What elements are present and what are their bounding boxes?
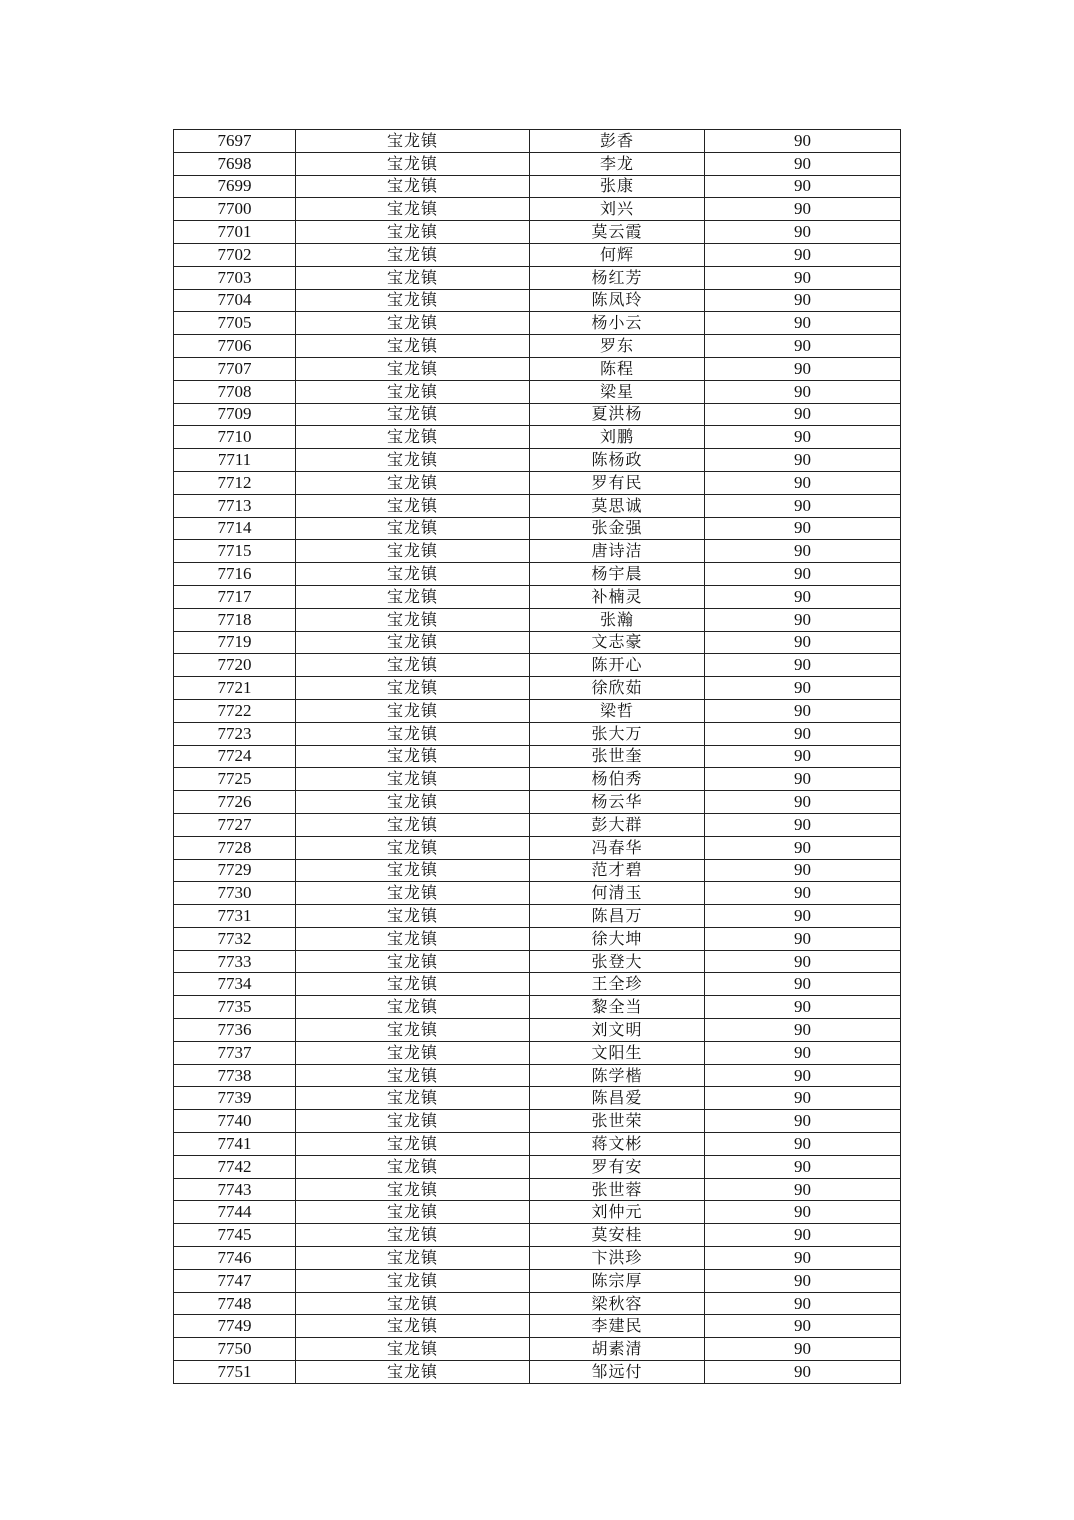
table-row [174,380,901,403]
cell-score: 90 [705,654,901,677]
table-row [174,654,901,677]
table-row [174,130,901,153]
cell-score: 90 [705,699,901,722]
cell-number: 7749 [174,1315,296,1338]
table-row [174,1224,901,1247]
cell-town: 宝龙镇 [296,927,530,950]
cell-score: 90 [705,677,901,700]
cell-name: 彭香 [530,130,705,153]
cell-score: 90 [705,130,901,153]
cell-name: 唐诗洁 [530,540,705,563]
table-row [174,699,901,722]
table-row [174,608,901,631]
cell-town: 宝龙镇 [296,585,530,608]
cell-score: 90 [705,905,901,928]
cell-number: 7702 [174,243,296,266]
cell-town: 宝龙镇 [296,768,530,791]
cell-name: 杨伯秀 [530,768,705,791]
cell-number: 7706 [174,335,296,358]
cell-number: 7741 [174,1133,296,1156]
cell-number: 7710 [174,426,296,449]
cell-town: 宝龙镇 [296,1178,530,1201]
cell-town: 宝龙镇 [296,1315,530,1338]
cell-score: 90 [705,1361,901,1384]
cell-number: 7737 [174,1041,296,1064]
cell-town: 宝龙镇 [296,836,530,859]
cell-number: 7699 [174,175,296,198]
table-row [174,836,901,859]
cell-name: 张登大 [530,950,705,973]
cell-score: 90 [705,608,901,631]
table-row [174,426,901,449]
cell-number: 7742 [174,1155,296,1178]
cell-town: 宝龙镇 [296,563,530,586]
table-row [174,1247,901,1270]
roster-table [173,129,901,1384]
cell-number: 7707 [174,357,296,380]
table-row [174,1361,901,1384]
cell-town: 宝龙镇 [296,631,530,654]
cell-town: 宝龙镇 [296,1201,530,1224]
cell-number: 7730 [174,882,296,905]
cell-score: 90 [705,357,901,380]
cell-score: 90 [705,380,901,403]
cell-town: 宝龙镇 [296,1133,530,1156]
cell-name: 陈昌万 [530,905,705,928]
cell-name: 莫安桂 [530,1224,705,1247]
table-row [174,198,901,221]
table-row [174,471,901,494]
cell-score: 90 [705,471,901,494]
cell-score: 90 [705,859,901,882]
cell-number: 7729 [174,859,296,882]
cell-name: 彭大群 [530,813,705,836]
cell-number: 7747 [174,1269,296,1292]
cell-town: 宝龙镇 [296,905,530,928]
cell-number: 7712 [174,471,296,494]
cell-town: 宝龙镇 [296,221,530,244]
cell-name: 何辉 [530,243,705,266]
cell-town: 宝龙镇 [296,312,530,335]
cell-number: 7700 [174,198,296,221]
table-row [174,585,901,608]
cell-score: 90 [705,813,901,836]
table-row [174,449,901,472]
cell-score: 90 [705,791,901,814]
cell-number: 7728 [174,836,296,859]
cell-name: 张金强 [530,517,705,540]
cell-score: 90 [705,243,901,266]
cell-town: 宝龙镇 [296,426,530,449]
cell-town: 宝龙镇 [296,1110,530,1133]
cell-number: 7715 [174,540,296,563]
table-row [174,312,901,335]
cell-town: 宝龙镇 [296,1269,530,1292]
cell-number: 7704 [174,289,296,312]
cell-town: 宝龙镇 [296,130,530,153]
cell-score: 90 [705,494,901,517]
cell-name: 范才碧 [530,859,705,882]
cell-name: 梁星 [530,380,705,403]
cell-town: 宝龙镇 [296,449,530,472]
cell-score: 90 [705,1155,901,1178]
cell-name: 罗有民 [530,471,705,494]
cell-town: 宝龙镇 [296,266,530,289]
cell-name: 杨宇晨 [530,563,705,586]
cell-number: 7744 [174,1201,296,1224]
cell-town: 宝龙镇 [296,1019,530,1042]
cell-name: 刘鹏 [530,426,705,449]
cell-town: 宝龙镇 [296,973,530,996]
cell-name: 何清玉 [530,882,705,905]
cell-name: 王全珍 [530,973,705,996]
cell-number: 7701 [174,221,296,244]
cell-number: 7714 [174,517,296,540]
cell-number: 7718 [174,608,296,631]
cell-number: 7698 [174,152,296,175]
table-row [174,1201,901,1224]
cell-number: 7727 [174,813,296,836]
table-row [174,1315,901,1338]
cell-score: 90 [705,312,901,335]
table-row [174,1019,901,1042]
cell-number: 7748 [174,1292,296,1315]
cell-number: 7708 [174,380,296,403]
cell-name: 杨小云 [530,312,705,335]
cell-number: 7713 [174,494,296,517]
cell-number: 7739 [174,1087,296,1110]
cell-number: 7721 [174,677,296,700]
cell-score: 90 [705,289,901,312]
cell-name: 张世蓉 [530,1178,705,1201]
cell-town: 宝龙镇 [296,608,530,631]
cell-score: 90 [705,585,901,608]
cell-name: 李龙 [530,152,705,175]
cell-score: 90 [705,1224,901,1247]
table-row [174,813,901,836]
cell-number: 7726 [174,791,296,814]
cell-number: 7736 [174,1019,296,1042]
cell-score: 90 [705,221,901,244]
cell-town: 宝龙镇 [296,494,530,517]
cell-name: 陈学楷 [530,1064,705,1087]
table-row [174,289,901,312]
table-row [174,1087,901,1110]
cell-town: 宝龙镇 [296,335,530,358]
cell-name: 刘仲元 [530,1201,705,1224]
cell-name: 张康 [530,175,705,198]
cell-name: 文志豪 [530,631,705,654]
cell-score: 90 [705,768,901,791]
cell-score: 90 [705,517,901,540]
table-row [174,905,901,928]
cell-name: 杨红芳 [530,266,705,289]
table-row [174,791,901,814]
cell-score: 90 [705,426,901,449]
cell-score: 90 [705,403,901,426]
cell-town: 宝龙镇 [296,403,530,426]
cell-town: 宝龙镇 [296,1087,530,1110]
cell-town: 宝龙镇 [296,859,530,882]
table-row [174,1269,901,1292]
cell-score: 90 [705,449,901,472]
cell-name: 补楠灵 [530,585,705,608]
cell-name: 莫云霞 [530,221,705,244]
cell-name: 罗有安 [530,1155,705,1178]
cell-score: 90 [705,722,901,745]
cell-name: 罗东 [530,335,705,358]
cell-name: 刘文明 [530,1019,705,1042]
cell-score: 90 [705,973,901,996]
cell-score: 90 [705,745,901,768]
cell-score: 90 [705,335,901,358]
table-row [174,1041,901,1064]
cell-name: 冯春华 [530,836,705,859]
cell-number: 7719 [174,631,296,654]
table-row [174,517,901,540]
cell-number: 7735 [174,996,296,1019]
cell-name: 文阳生 [530,1041,705,1064]
table-row [174,745,901,768]
cell-number: 7717 [174,585,296,608]
table-row [174,175,901,198]
cell-name: 陈宗厚 [530,1269,705,1292]
cell-name: 黎全当 [530,996,705,1019]
cell-score: 90 [705,1269,901,1292]
table-row [174,859,901,882]
cell-name: 卞洪珍 [530,1247,705,1270]
cell-name: 张大万 [530,722,705,745]
cell-number: 7709 [174,403,296,426]
cell-score: 90 [705,152,901,175]
cell-score: 90 [705,540,901,563]
cell-town: 宝龙镇 [296,791,530,814]
table-row [174,403,901,426]
cell-name: 徐大坤 [530,927,705,950]
cell-town: 宝龙镇 [296,540,530,563]
cell-number: 7750 [174,1338,296,1361]
table-row [174,266,901,289]
table-row [174,335,901,358]
cell-town: 宝龙镇 [296,357,530,380]
table-row [174,1133,901,1156]
cell-score: 90 [705,563,901,586]
table-row [174,243,901,266]
table-row [174,882,901,905]
cell-score: 90 [705,1087,901,1110]
table-row [174,927,901,950]
cell-score: 90 [705,1110,901,1133]
cell-score: 90 [705,927,901,950]
cell-number: 7720 [174,654,296,677]
cell-score: 90 [705,1247,901,1270]
cell-town: 宝龙镇 [296,1247,530,1270]
cell-number: 7716 [174,563,296,586]
cell-town: 宝龙镇 [296,471,530,494]
cell-score: 90 [705,1019,901,1042]
table-row [174,152,901,175]
cell-town: 宝龙镇 [296,745,530,768]
table-row [174,221,901,244]
cell-name: 徐欣茹 [530,677,705,700]
table-row [174,494,901,517]
cell-name: 陈程 [530,357,705,380]
cell-number: 7723 [174,722,296,745]
cell-name: 刘兴 [530,198,705,221]
cell-town: 宝龙镇 [296,380,530,403]
cell-score: 90 [705,631,901,654]
cell-number: 7703 [174,266,296,289]
cell-number: 7705 [174,312,296,335]
cell-town: 宝龙镇 [296,654,530,677]
table-row [174,1178,901,1201]
cell-score: 90 [705,1315,901,1338]
cell-name: 张瀚 [530,608,705,631]
cell-name: 胡素清 [530,1338,705,1361]
cell-name: 邹远付 [530,1361,705,1384]
cell-number: 7745 [174,1224,296,1247]
cell-score: 90 [705,1064,901,1087]
cell-score: 90 [705,950,901,973]
table-row [174,1155,901,1178]
cell-town: 宝龙镇 [296,950,530,973]
cell-name: 梁秋容 [530,1292,705,1315]
cell-number: 7731 [174,905,296,928]
cell-town: 宝龙镇 [296,1224,530,1247]
cell-name: 张世奎 [530,745,705,768]
cell-name: 李建民 [530,1315,705,1338]
table-row [174,973,901,996]
cell-number: 7711 [174,449,296,472]
cell-score: 90 [705,1338,901,1361]
cell-score: 90 [705,175,901,198]
table-row [174,563,901,586]
cell-number: 7724 [174,745,296,768]
cell-number: 7740 [174,1110,296,1133]
table-row [174,950,901,973]
cell-town: 宝龙镇 [296,1292,530,1315]
cell-name: 杨云华 [530,791,705,814]
cell-score: 90 [705,1292,901,1315]
table-row [174,1338,901,1361]
cell-town: 宝龙镇 [296,243,530,266]
cell-number: 7732 [174,927,296,950]
roster-table-body [174,130,901,1384]
cell-score: 90 [705,996,901,1019]
cell-town: 宝龙镇 [296,517,530,540]
cell-name: 莫思诚 [530,494,705,517]
cell-number: 7697 [174,130,296,153]
table-row [174,631,901,654]
table-row [174,768,901,791]
cell-number: 7746 [174,1247,296,1270]
cell-number: 7734 [174,973,296,996]
cell-name: 陈昌爱 [530,1087,705,1110]
cell-number: 7733 [174,950,296,973]
cell-number: 7722 [174,699,296,722]
cell-town: 宝龙镇 [296,882,530,905]
cell-town: 宝龙镇 [296,1361,530,1384]
cell-score: 90 [705,1178,901,1201]
cell-score: 90 [705,836,901,859]
cell-score: 90 [705,1133,901,1156]
cell-score: 90 [705,198,901,221]
cell-score: 90 [705,1201,901,1224]
cell-town: 宝龙镇 [296,1064,530,1087]
table-row [174,996,901,1019]
cell-number: 7751 [174,1361,296,1384]
cell-town: 宝龙镇 [296,699,530,722]
table-row [174,677,901,700]
table-row [174,540,901,563]
cell-town: 宝龙镇 [296,1155,530,1178]
cell-town: 宝龙镇 [296,289,530,312]
cell-name: 陈杨政 [530,449,705,472]
cell-town: 宝龙镇 [296,175,530,198]
cell-score: 90 [705,1041,901,1064]
cell-town: 宝龙镇 [296,1338,530,1361]
cell-name: 陈凤玲 [530,289,705,312]
cell-name: 张世荣 [530,1110,705,1133]
cell-town: 宝龙镇 [296,677,530,700]
cell-number: 7725 [174,768,296,791]
table-row [174,722,901,745]
cell-number: 7743 [174,1178,296,1201]
cell-number: 7738 [174,1064,296,1087]
table-row [174,1292,901,1315]
cell-score: 90 [705,882,901,905]
cell-name: 梁哲 [530,699,705,722]
cell-name: 夏洪杨 [530,403,705,426]
table-row [174,357,901,380]
cell-town: 宝龙镇 [296,996,530,1019]
cell-name: 陈开心 [530,654,705,677]
cell-town: 宝龙镇 [296,152,530,175]
table-row [174,1064,901,1087]
cell-name: 蒋文彬 [530,1133,705,1156]
cell-town: 宝龙镇 [296,722,530,745]
table-row [174,1110,901,1133]
cell-town: 宝龙镇 [296,1041,530,1064]
cell-score: 90 [705,266,901,289]
cell-town: 宝龙镇 [296,198,530,221]
cell-town: 宝龙镇 [296,813,530,836]
